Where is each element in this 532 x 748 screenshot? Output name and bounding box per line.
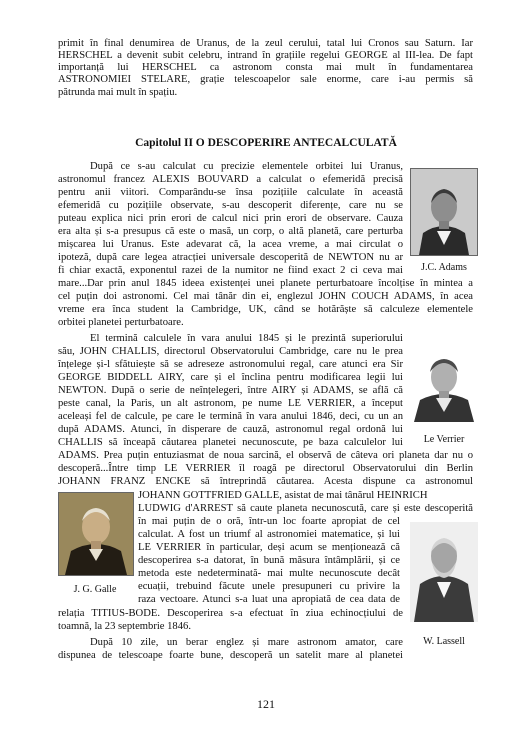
portrait-adams [410, 168, 478, 256]
text-line: descoperirea s-a datorat, în bună măsura întâmplării, și ce [138, 555, 400, 566]
text-line: pentru anii viitori. Comparându-se însa pozițiile calculate în această [58, 187, 403, 198]
text-line: JOHANN GOTTFRIED GALLE, asistat de mai tânărul HEINRICH [138, 490, 428, 501]
text-line: JOHANN FRANZ ENCKE să întreprindă căutarea. Acesta dispune ca astronomul [58, 476, 473, 487]
portrait-le-verrier [404, 350, 484, 422]
text-line: relația TITIUS-BODE. Descoperirea s-a efectuat în ziua echinocțiului de [58, 608, 403, 619]
text-line: raza vectoare. Atunci s-a luat una apropiată de cea data de [138, 594, 400, 605]
text-line: metoda este nedeterminată- mai multe necunoscute decât [138, 568, 400, 579]
caption-le-verrier: Le Verrier [423, 434, 465, 445]
text-line: LE VERRIER în particular, deși acum se menționează că [138, 542, 400, 553]
text-line: NEWTON. După o serie de neînțelegeri, între AIRY și ADAMS, se află că [58, 385, 403, 396]
text-line: LUDWIG d'ARREST să caute planeta necunoscută, care și este descoperită [138, 503, 473, 514]
text-line: mișcarea lui Uranus. Este adevarat că, la acea vreme, a mai circulat o [58, 239, 403, 250]
text-line: efemeridă cu pozițiile observate, s-au descoperit diferențe, care nu se [58, 200, 403, 211]
text-line: descoperă...Între timp LE VERRIER îl roagă pe directorul Observatorului din Berlin [58, 463, 473, 474]
caption-lassell: W. Lassell [423, 636, 465, 647]
text-line: dispunea de telescoape foarte bune, descoperă un satelit mare al planetei [58, 650, 403, 661]
text-line: ipoteză, după care legea atracției universale descoperită de NEWTON nu ar [58, 252, 403, 263]
text-line: HERSCHEL a devenit subit celebru, intrand în grațiile regelui GEORGE al III-lea. De fapt [58, 50, 473, 61]
text-line: ASTRONOMIEI STELARE, grație telescoapelor sale enorme, care i-au permis să [58, 74, 473, 85]
text-line: ecuații, trebuind făcute unele presupuneri cu privire la [138, 581, 400, 592]
portrait-lassell [410, 522, 478, 622]
text-line: calculat. A fost un triumf al astronomiei matematice, și lui [138, 529, 400, 540]
text-line: mare...Dar prin anul 1845 ideea existenței unei planete perturbatoare încolțise în mintea a [58, 278, 473, 289]
text-line: era alta și s-a presupus că este o masă, un corp, o altă planetă, care perturba [58, 226, 403, 237]
text-line: ADAMS. Prea puțin entuziasmat de noua sarcină, el observă de câteva ori planeta dar nu o [58, 450, 473, 461]
text-line: aceleași fel de calcule, pe care le termină în vara anului 1846, deci, cu un an [58, 411, 403, 422]
text-line: El termină calculele în vara anului 1845 și le prezintă superiorului [90, 333, 403, 344]
text-line: După 10 zile, un berar englez și mare astronom amator, care [90, 637, 403, 648]
text-line: CHALLIS să înceapă căutarea planetei necunoscute, pe baza calculelor lui [58, 437, 403, 448]
text-line: său, JOHN CHALLIS, directorul Observatorului Cambridge, care nu le prea [58, 346, 403, 357]
text-line: peste canal, la Paris, un alt astronom, pe nume LE VERRIER, a început [58, 398, 403, 409]
text-line: cel puțin doi astronomi. Cel mai tânăr din ei, englezul JOHN COUCH ADAMS, în acea [58, 291, 473, 302]
chapter-title: Capitolul II O DESCOPERIRE ANTECALCULATĂ [135, 137, 397, 149]
text-line: puteau explica nici prin erori de calcul nici prin erori de observare. Cauza [58, 213, 403, 224]
page-number: 121 [257, 697, 275, 711]
text-line: după ADAMS. Atunci, în disperare de cauză, astronomul regal ordonă lui [58, 424, 403, 435]
text-line: pătrunda mai mult în spațiu. [58, 87, 178, 98]
text-line: în mai puțin de o oră, într-un loc foarte apropiat de cel [138, 516, 400, 527]
text-line: GEORGE BIDDELL AIRY, care și el înclina pentru modificarea legii lui [58, 372, 403, 383]
portrait-galle [58, 492, 134, 576]
text-line: vreme era înca student la Cambridge, UK, când se hotărăște să calculeze elementele [58, 304, 473, 315]
text-line: orbitei planetei perturbatoare. [58, 317, 184, 328]
text-line: După ce s-au calculat cu precizie elementele orbitei lui Uranus, [90, 161, 403, 172]
text-line: primit în final denumirea de Uranus, de la zeul cerului, tatal lui Cronos sau Saturn. Iar [58, 38, 473, 49]
caption-adams: J.C. Adams [421, 262, 467, 273]
text-line: fi chiar exactă, exponentul razei de la numitor ne fiind exact 2 ci ceva mai [58, 265, 403, 276]
text-line: astronomul francez ALEXIS BOUVARD a calculat o efemeridă precisă [58, 174, 403, 185]
text-line: importanță lui HERSCHEL ca astronom consta mai mult în fundamentarea [58, 62, 473, 73]
text-line: toamnă, la 23 septembrie 1846. [58, 621, 191, 632]
caption-galle: J. G. Galle [73, 584, 117, 595]
text-line: înțelege și-l sfătuiește să se adreseze astronomului regal, care atunci era Sir [58, 359, 403, 370]
